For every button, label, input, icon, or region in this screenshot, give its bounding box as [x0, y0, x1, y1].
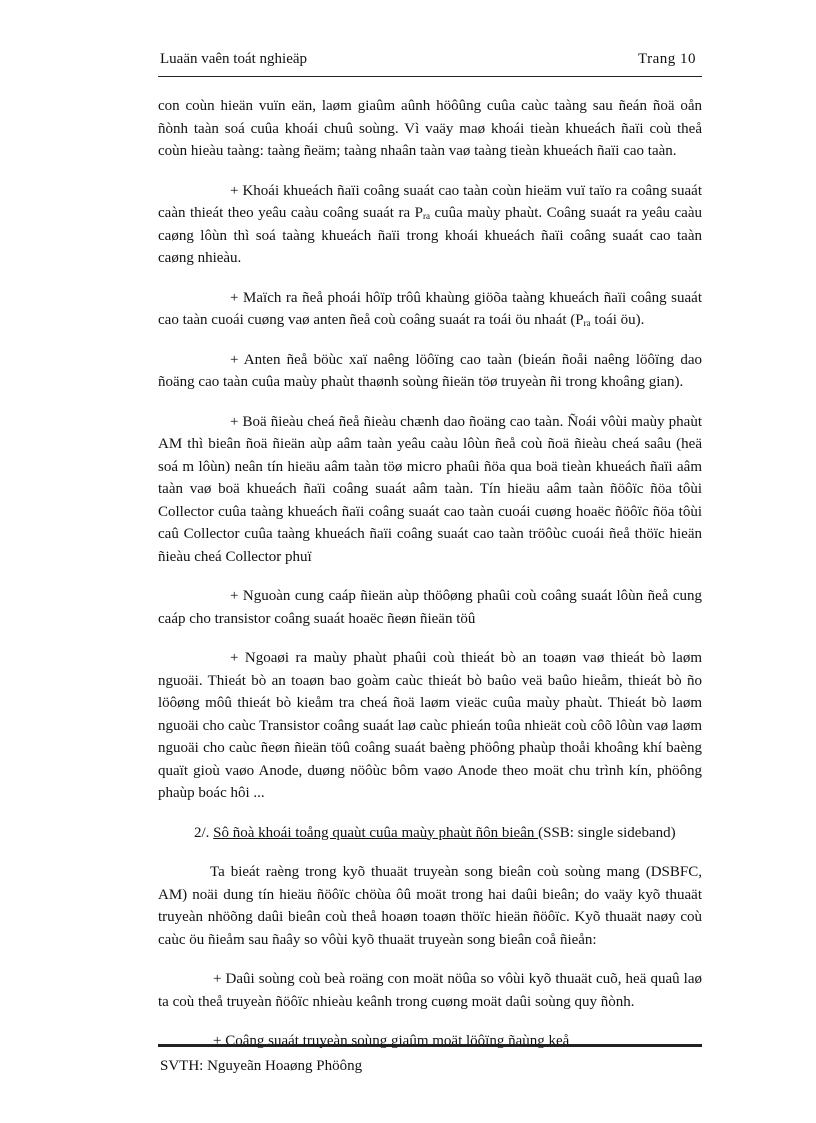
heading-number: 2/. [194, 824, 210, 841]
paragraph: + Nguoàn cung caáp ñieän aùp thöôøng phaûi coù coâng suaát lôùn ñeå cung caáp cho transistor coâng suaát hoaëc ñeøn ñieän töû [158, 588, 702, 627]
paragraph: + Boä ñieàu cheá ñeå ñieàu chænh dao ñoäng cao taàn. Ñoái vôùi maùy phaùt AM thì bieân ñoä ñieän aùp aâm taàn yeâu caàu lôùn ñeå coù ñoä ñieàu cheá saâu (heä soá m lôùn) neân tín hieäu aâm taàn töø micro phaûi ñöa qua boä tieàn khueách ñaïi aâm taàn vaø boä khueách ñaïi coâng suaát aâm taàn. Tín hieäu aâm taàn ñöôïc ñöa tôùi Collector cuûa taàng khueách ñaïi coâng suaát cao taàn cuoái cuøng hoaëc ñöôïc ñöa tôùi caû Collector cuûa taàng khueách ñaïi coâng suaát cao taàn tröôùc cuoái ñeå thöïc hieän ñieàu cheá Collector phuï [158, 413, 702, 565]
page-header [160, 51, 696, 73]
paragraph-text: + Khoái khueách ñaïi coâng suaát cao taàn coùn hieäm vuï taïo ra coâng suaát caàn thieát theo yeâu caàu coâng suaát ra P [158, 182, 702, 221]
paragraph: Ta bieát raèng trong kyõ thuaät truyeàn song bieân coù soùng mang (DSBFC, AM) noäi dung tín hieäu ñöôïc chöùa ôû moät trong hai daûi bieân; do vaäy kyõ thuaät truyeàn nhöõng daûi bieân coù theå hoaøn toaøn thöïc hieän ñöôïc. Kyõ thuaät naøy coù caùc öu ñieåm sau ñaây so vôùi kyõ thuaät truyeàn song bieân coå ñieån: [158, 864, 702, 948]
paragraph-text: + Maïch ra ñeå phoái hôïp trôû khaùng giöõa taàng khueách ñaïi coâng suaát cao taàn cuoái cuøng vaø anten ñeå coù coâng suaát ra toái öu nhaát (P [158, 289, 702, 328]
heading-subtitle: (SSB: single sideband) [538, 824, 676, 841]
heading-title: Sô ñoà khoái toång quaùt cuûa maùy phaùt ñôn bieân [213, 824, 539, 841]
paragraph: + Ngoaøi ra maùy phaùt phaûi coù thieát bò an toaøn vaø thieát bò laøm nguoäi. Thieát bò an toaøn bao goàm caùc thieát bò baûo veä baûo hieåm, thieát bò ño löôøng môû thieát bò kieåm tra cheá ñoä laøm vieäc cuûa maùy phaùt. Thieát bò laøm nguoäi cho caùc Transistor coâng suaát laø caùc phieán toûa nhieät coù côõ lôùn vaø laøm nguoäi cho caùc ñeøn ñieän töû coâng suaát baèng phöông phaùp thoåi khoâng khí baèng quaït gioù vaøo Anode, duøng nöôùc bôm vaøo Anode theo moät chu trình kín, phöông phaùp boác hôi ... [158, 650, 702, 801]
subscript: ra [583, 318, 591, 328]
paragraph [158, 180, 702, 270]
document-body [158, 95, 702, 1049]
paragraph: + Daûi soùng coù beà roäng con moät nöûa so vôùi kyõ thuaät cuõ, heä quaû laø ta coù theå truyeàn ñöôïc nhieàu keânh trong cuøng moät daûi soùng quy ñònh. [158, 971, 702, 1010]
page-footer: SVTH: Nguyeãn Hoaøng Phöông [160, 1058, 363, 1074]
subscript: ra [422, 211, 430, 221]
footer-rule [158, 1044, 702, 1047]
paragraph: + Coâng suaát truyeàn soùng giaûm moät löôïng ñaùng keå [213, 1033, 570, 1049]
header-rule [158, 76, 702, 77]
header-title: Luaän vaên toát nghieäp [160, 51, 308, 67]
page-number: Trang 10 [637, 51, 696, 67]
paragraph: con coùn hieän vuïn eän, laøm giaûm aûnh höôûng cuûa caùc taàng sau ñeán ñoä oån ñònh taàn soá cuûa khoái chuû soùng. Vì vaäy maø khoái tieàn khueách ñaïi coù theå coùn hieàu taàng: taàng ñeäm; taàng nhaân taàn vaø taàng tieàn khueách ñaïi cao taàn. [158, 98, 702, 159]
paragraph-text: cuûa maùy phaùt. Coâng suaát ra yeâu caàu caøng lôùn thì soá taàng khueách ñaïi trong khoái khueách ñaïi coâng suaát cao taàn caøng nhieàu. [158, 205, 702, 266]
paragraph [158, 287, 702, 332]
paragraph-text: toái öu). [590, 312, 645, 328]
section-heading [194, 822, 702, 845]
paragraph: + Anten ñeå böùc xaï naêng löôïng cao taàn (bieán ñoåi naêng löôïng dao ñoäng cao taàn cuûa maùy phaùt thaønh soùng ñieän töø truyeàn ñi trong khoâng gian). [158, 351, 702, 390]
